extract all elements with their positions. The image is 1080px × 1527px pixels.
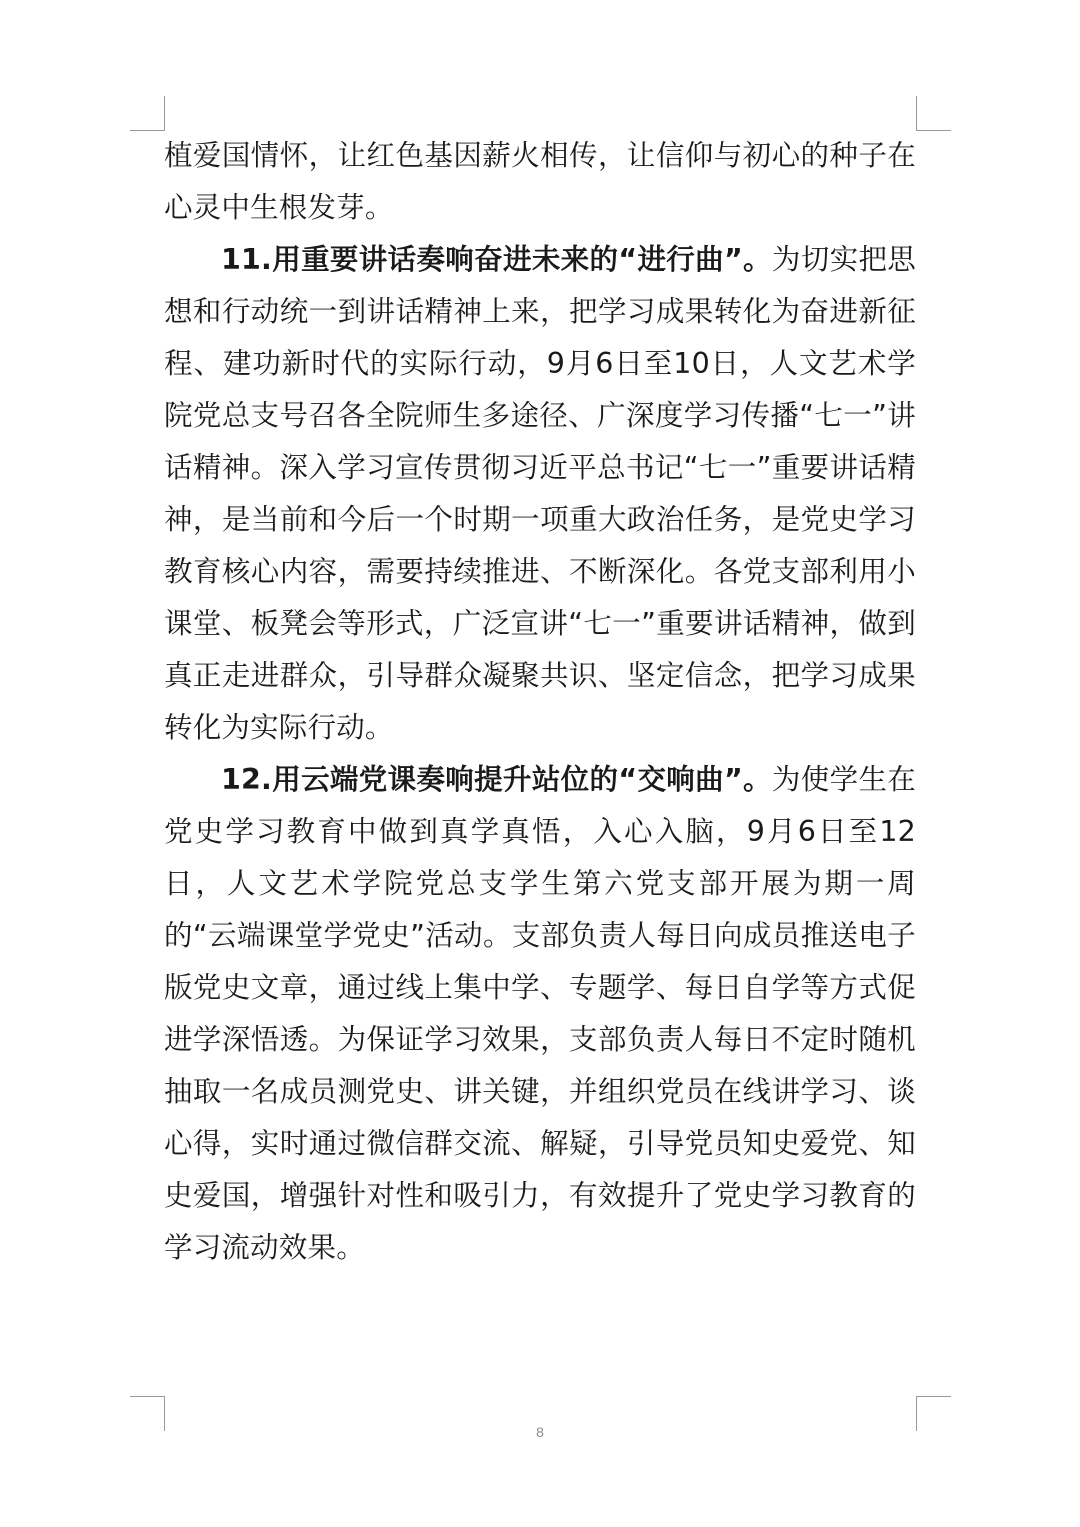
margin-mark-top-left	[130, 96, 165, 131]
paragraph-item-11	[164, 234, 916, 754]
item-11-body: 为切实把思想和行动统一到讲话精神上来，把学习成果转化为奋进新征程、建功新时代的实际行动，9月6日至10日，人文艺术学院党总支号召各全院师生多途径、广深度学习传播“七一”讲话精神。深入学习宣传贯彻习近平总书记“七一”重要讲话精神，是当前和今后一个时期一项重大政治任务，是党史学习教育核心内容，需要持续推进、不断深化。各党支部利用小课堂、板凳会等形式，广泛宣讲“七一”重要讲话精神，做到真正走进群众，引导群众凝聚共识、坚定信念，把学习成果转化为实际行动。	[164, 243, 916, 744]
document-body	[164, 130, 916, 1274]
margin-mark-top-right	[916, 96, 951, 131]
continuation-paragraph: 植爱国情怀，让红色基因薪火相传，让信仰与初心的种子在心灵中生根发芽。	[164, 139, 916, 224]
item-12-body: 为使学生在党史学习教育中做到真学真悟，入心入脑，9月6日至12日，人文艺术学院党总支学生第六党支部开展为期一周的“云端课堂学党史”活动。支部负责人每日向成员推送电子版党史文章，通过线上集中学、专题学、每日自学等方式促进学深悟透。为保证学习效果，支部负责人每日不定时随机抽取一名成员测党史、讲关键，并组织党员在线讲学习、谈心得，实时通过微信群交流、解疑，引导党员知史爱党、知史爱国，增强针对性和吸引力，有效提升了党史学习教育的学习流动效果。	[164, 763, 916, 1264]
item-11-heading: 11.用重要讲话奏响奋进未来的“进行曲”。	[221, 243, 772, 276]
paragraph-item-12	[164, 754, 916, 1274]
item-12-heading: 12.用云端党课奏响提升站位的“交响曲”。	[221, 763, 772, 796]
page-number: 8	[536, 1424, 544, 1440]
